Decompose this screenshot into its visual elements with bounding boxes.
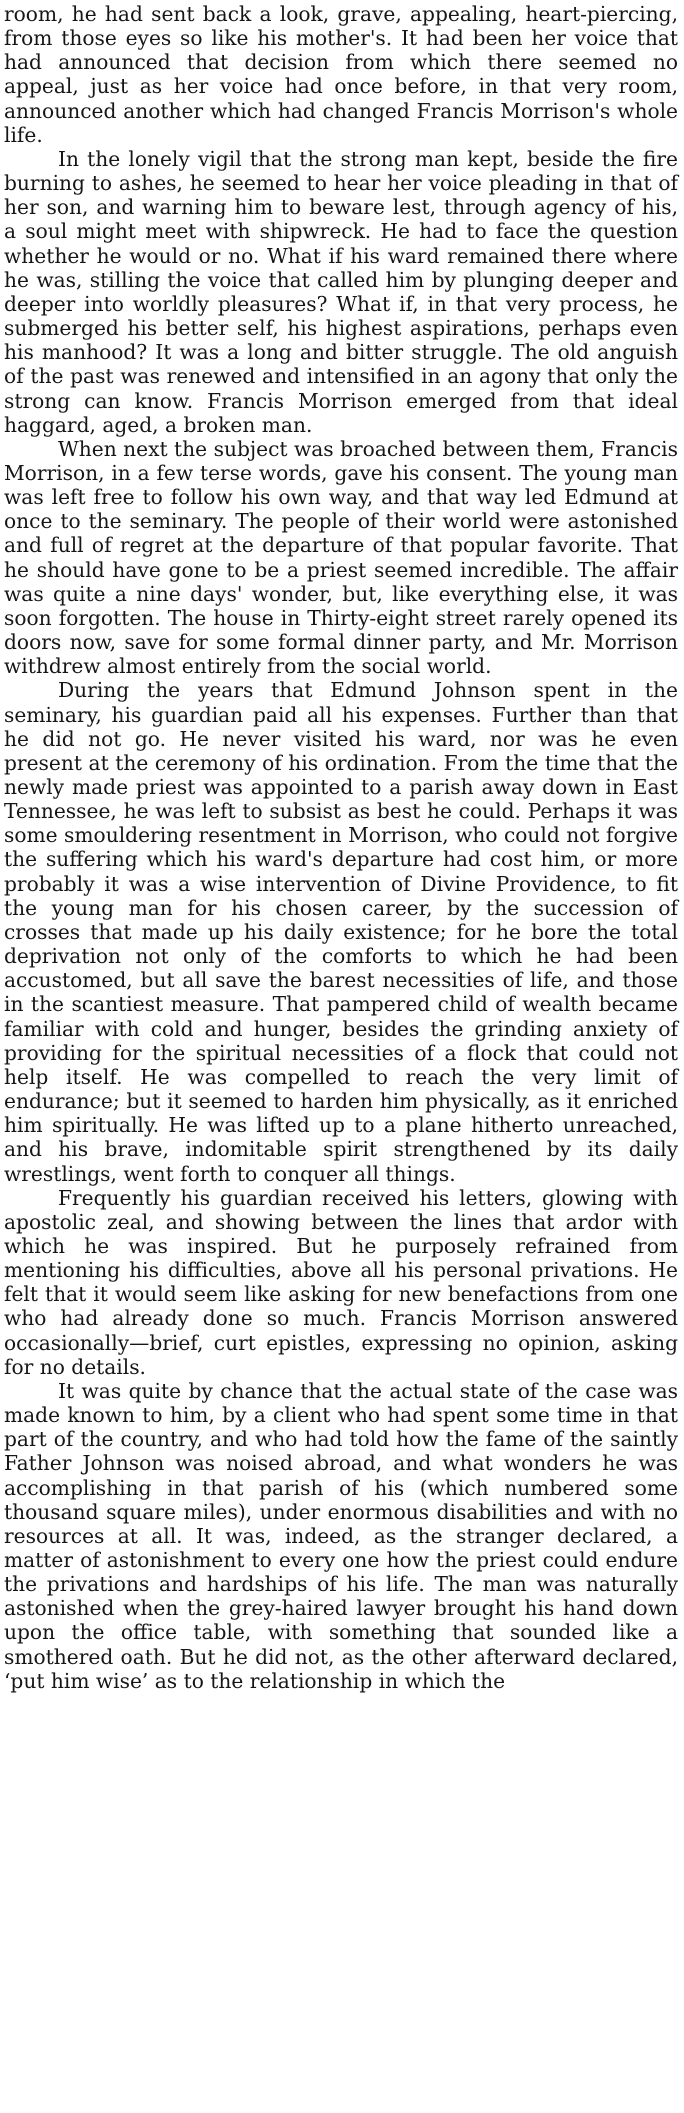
paragraph-by-chance: It was quite by chance that the actual state of the case was made known to him, by a client who had spent some time in that part of the country, and who had told how the fame of the saintly Father Johnson was noised abroad, and what wonders he was accomplishing in that parish of his (which numbered some thousand square miles), under enormous disabilities and with no resources at all. It was, indeed, as the stranger declared, a matter of astonishment to every one how the priest could endure the privations and hardships of his life. The man was naturally astonished when the grey-haired lawyer brought his hand down upon the office table, with something that sounded like a smothered oath. But he did not, as the other afterward declared, ‘put him wise’ as to the relationship in which the <box>4 1378 678 1693</box>
paragraph-lonely-vigil: In the lonely vigil that the strong man kept, beside the fire burning to ashes, he seemed to hear her voice pleading in that of her son, and warning him to beware lest, through agency of his, a soul might meet with shipwreck. He had to face the question whether he would or no. What if his ward remained there where he was, stilling the voice that called him by plunging deeper and deeper into worldly pleasures? What if, in that very process, he submerged his better self, his highest aspirations, perhaps even his manhood? It was a long and bitter struggle. The old anguish of the past was renewed and intensified in an agony that only the strong can know. Francis Morrison emerged from that ideal haggard, aged, a broken man. <box>4 146 678 437</box>
paragraph-seminary-years: During the years that Edmund Johnson spent in the seminary, his guardian paid all his expenses. Further than that he did not go. He never visited his ward, nor was he even present at the ceremony of his ordination. From the time that the newly made priest was appointed to a parish away down in East Tennessee, he was left to subsist as best he could. Perhaps it was some smouldering resentment in Morrison, who could not forgive the suffering which his ward's departure had cost him, or more probably it was a wise intervention of Divine Providence, to fit the young man for his chosen career, by the succession of crosses that made up his daily existence; for he bore the total deprivation not only of the comforts to which he had been accustomed, but all save the barest necessities of life, and those in the scantiest measure. That pampered child of wealth became familiar with cold and hunger, besides the grinding anxiety of providing for the spiritual necessities of a flock that could not help itself. He was compelled to reach the very limit of endurance; but it seemed to harden him physically, as it enriched him spiritually. He was lifted up to a plane hitherto unreached, and his brave, indomitable spirit strengthened by its daily wrestlings, went forth to conquer all things. <box>4 678 678 1186</box>
paragraph-letters: Frequently his guardian received his letters, glowing with apostolic zeal, and showing between the lines that ardor with which he was inspired. But he purposely refrained from mentioning his difficulties, above all his personal privations. He felt that it would seem like asking for new benefactions from one who had already done so much. Francis Morrison answered occasionally—brief, curt epistles, expressing no opinion, asking for no details. <box>4 1185 678 1379</box>
paragraph-consent: When next the subject was broached between them, Francis Morrison, in a few terse words, gave his consent. The young man was left free to follow his own way, and that way led Edmund at once to the seminary. The people of their world were astonished and full of regret at the departure of that popular favorite. That he should have gone to be a priest seemed incredible. The affair was quite a nine days' wonder, but, like everything else, it was soon forgotten. The house in Thirty-eight street rarely opened its doors now, save for some formal dinner party, and Mr. Morrison withdrew almost entirely from the social world. <box>4 436 678 679</box>
paragraph-continued-opening: room, he had sent back a look, grave, appealing, heart-piercing, from those eyes so like his mother's. It had been her voice that had announced that decision from which there seemed no appeal, just as her voice had once before, in that very room, announced another which had changed Francis Morrison's whole life. <box>4 2 678 147</box>
